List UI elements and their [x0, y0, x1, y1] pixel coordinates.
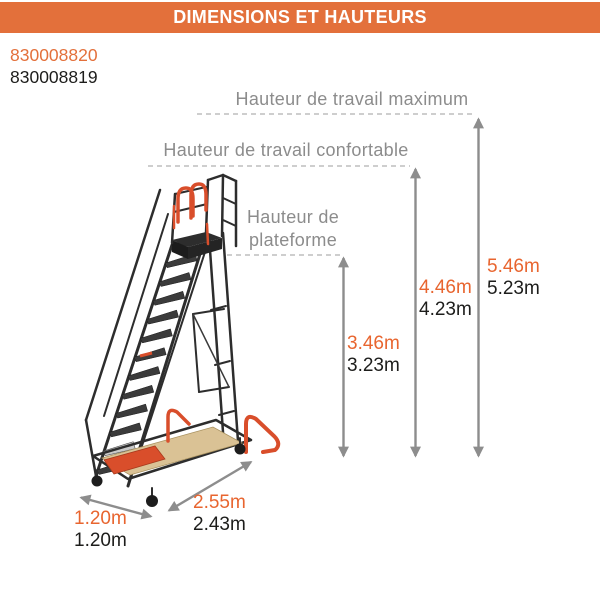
platform-height-values [347, 333, 400, 377]
base-width-value-secondary: 1.20m [74, 530, 127, 551]
base-width-value-primary: 1.20m [74, 508, 127, 529]
banner-title: DIMENSIONS ET HAUTEURS [173, 7, 427, 27]
base-depth-values [193, 492, 246, 536]
product-code-secondary: 830008819 [10, 67, 98, 87]
max-working-height-label: Hauteur de travail maximum [235, 89, 469, 109]
platform-height-label [241, 206, 345, 252]
comfortable-working-height-values [419, 277, 472, 321]
platform-height-label-line2: plateforme [248, 230, 338, 250]
comfortable-working-height-label: Hauteur de travail confortable [163, 140, 409, 160]
base-depth-value-primary: 2.55m [193, 492, 246, 513]
platform-height-value-secondary: 3.23m [347, 355, 400, 376]
comfortable-height-value-secondary: 4.23m [419, 299, 472, 320]
base-depth-value-secondary: 2.43m [193, 514, 246, 535]
base-width-values [74, 508, 127, 552]
max-height-value-secondary: 5.23m [487, 278, 540, 299]
max-height-value-primary: 5.46m [487, 256, 540, 277]
max-working-height-values [487, 256, 540, 300]
platform-height-value-primary: 3.46m [347, 333, 400, 354]
platform-height-label-line1: Hauteur de [246, 207, 340, 227]
comfortable-height-value-primary: 4.46m [419, 277, 472, 298]
product-code-primary: 830008820 [10, 45, 98, 65]
